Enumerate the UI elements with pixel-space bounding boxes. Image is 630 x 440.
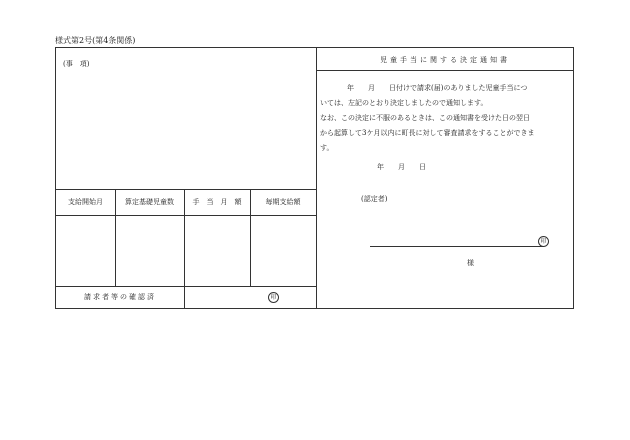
- confirm-label: 請求者等の確認済: [84, 293, 156, 301]
- body-line-3: なお、この決定に不服のあるときは、この通知書を受けた日の翌日: [320, 114, 530, 122]
- column-header-monthly-amount: 手 当 月 額: [192, 198, 242, 206]
- signature-line: [370, 246, 544, 247]
- body-line-2: いては、左記のとおり決定しましたので通知します。: [320, 99, 488, 107]
- certifier-label: (認定者): [361, 195, 388, 203]
- panel-divider: [316, 48, 317, 308]
- title-rule: [316, 70, 574, 71]
- header-row-top-rule: [56, 189, 316, 190]
- confirm-row-top-rule: [56, 286, 316, 287]
- form-number-label: 様式第2号(第4条関係): [55, 36, 136, 45]
- notice-title: 児童手当に関する決定通知書: [380, 56, 510, 64]
- addressee-suffix: 様: [467, 259, 474, 267]
- column-rule-2: [184, 189, 185, 309]
- notice-date: 年 月 日: [377, 163, 426, 171]
- confirm-seal-icon: 印: [268, 292, 279, 303]
- header-row-bottom-rule: [56, 215, 316, 216]
- matters-label: (事 項): [63, 60, 90, 68]
- certifier-seal-icon: 印: [538, 236, 549, 247]
- column-header-period-payment: 毎期支給額: [265, 198, 301, 206]
- column-header-start-month: 支給開始月: [68, 198, 103, 206]
- body-line-1: 年 月 日付けで請求(届)のありました児童手当につ: [347, 84, 528, 92]
- decision-notice-form: [55, 47, 574, 309]
- body-line-4: から起算して3ケ月以内に町長に対して審査請求をすることができま: [320, 129, 535, 137]
- column-header-child-count: 算定基礎児童数: [125, 198, 174, 206]
- body-line-5: す。: [320, 144, 334, 152]
